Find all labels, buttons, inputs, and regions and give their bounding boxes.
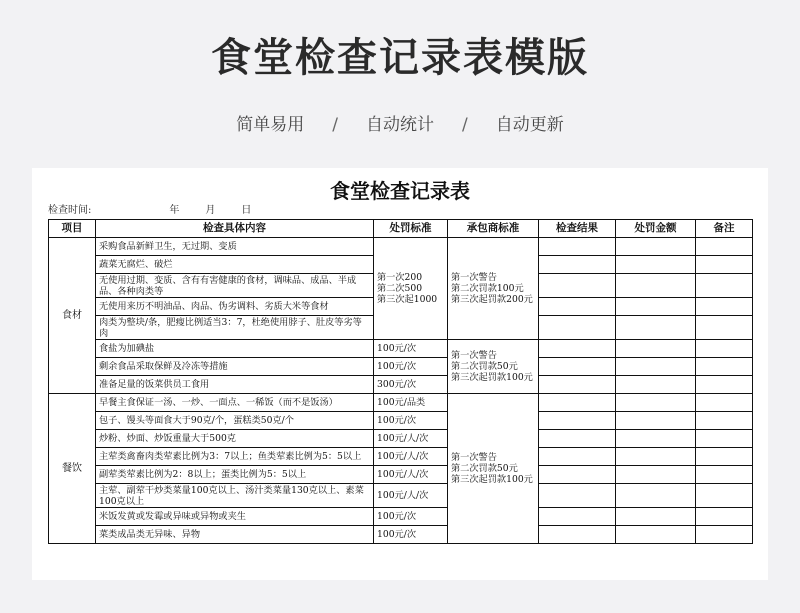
- date-year: 年: [169, 205, 180, 216]
- table-row: [49, 508, 753, 526]
- result-cell[interactable]: [539, 358, 616, 376]
- amount-cell[interactable]: [616, 448, 696, 466]
- tag-auto-stat: 自动统计: [366, 115, 434, 135]
- table-row: [49, 430, 753, 448]
- date-day: 日: [241, 205, 252, 216]
- remarks-cell[interactable]: [696, 316, 753, 340]
- result-cell[interactable]: [539, 340, 616, 358]
- amount-cell[interactable]: [616, 526, 696, 544]
- table-row: [49, 340, 753, 358]
- result-cell[interactable]: [539, 448, 616, 466]
- table-row: [49, 238, 753, 256]
- amount-cell[interactable]: [616, 238, 696, 256]
- remarks-cell[interactable]: [696, 274, 753, 298]
- page-title: 食堂检查记录表模版: [211, 35, 589, 81]
- tag-easy: 简单易用: [236, 115, 305, 135]
- remarks-cell[interactable]: [696, 466, 753, 484]
- remarks-cell[interactable]: [696, 238, 753, 256]
- result-cell[interactable]: [539, 412, 616, 430]
- result-cell[interactable]: [539, 256, 616, 274]
- remarks-cell[interactable]: [696, 340, 753, 358]
- penalty-cell: 100元/次: [374, 340, 448, 358]
- penalty-cell: 100元/人/次: [374, 484, 448, 508]
- amount-cell[interactable]: [616, 298, 696, 316]
- penalty-cell: 100元/次: [374, 412, 448, 430]
- header-item: 项目: [49, 220, 96, 238]
- tag-auto-update: 自动更新: [495, 115, 564, 135]
- tag-separator: /: [462, 115, 468, 135]
- result-cell[interactable]: [539, 484, 616, 508]
- result-cell[interactable]: [539, 508, 616, 526]
- content-cell: 副荤类荤素比例为2：8以上；蛋类比例为5：5以上: [96, 466, 374, 484]
- table-row: [49, 376, 753, 394]
- penalty-cell: 100元/人/次: [374, 430, 448, 448]
- amount-cell[interactable]: [616, 412, 696, 430]
- penalty-cell: 100元/次: [374, 526, 448, 544]
- penalty-cell: 100元/人/次: [374, 466, 448, 484]
- remarks-cell[interactable]: [696, 376, 753, 394]
- header-content: 检查具体内容: [96, 220, 374, 238]
- content-cell: 菜类成品类无异味、异物: [96, 526, 374, 544]
- amount-cell[interactable]: [616, 484, 696, 508]
- content-cell: 包子、馒头等面食大于90克/个，蛋糕类50克/个: [96, 412, 374, 430]
- content-cell: 剩余食品采取保鲜及冷冻等措施: [96, 358, 374, 376]
- table-row: [49, 394, 753, 412]
- contractor-cell: 第一次警告 第二次罚款50元 第三次起罚款100元: [448, 340, 539, 394]
- content-cell: 准备足量的饭菜供员工食用: [96, 376, 374, 394]
- penalty-cell: 100元/人/次: [374, 448, 448, 466]
- penalty-cell: 100元/次: [374, 358, 448, 376]
- remarks-cell[interactable]: [696, 358, 753, 376]
- content-cell: 米饭发黄或发霉或异味或异物或夹生: [96, 508, 374, 526]
- amount-cell[interactable]: [616, 508, 696, 526]
- remarks-cell[interactable]: [696, 508, 753, 526]
- content-cell: 蔬菜无腐烂、破烂: [96, 256, 374, 274]
- amount-cell[interactable]: [616, 466, 696, 484]
- content-cell: 早餐主食保证一汤、一炒、一面点、一稀饭（而不是饭汤）: [96, 394, 374, 412]
- header-remarks: 备注: [696, 220, 753, 238]
- contractor-cell: 第一次警告 第二次罚款100元 第三次起罚款200元: [448, 238, 539, 340]
- result-cell[interactable]: [539, 394, 616, 412]
- table-row: [49, 412, 753, 430]
- content-cell: 主荤、副荤干炒类菜量100克以上、汤汁类菜量130克以上、素菜100克以上: [96, 484, 374, 508]
- table-row: [49, 526, 753, 544]
- result-cell[interactable]: [539, 430, 616, 448]
- table-row: [49, 448, 753, 466]
- table-header-row: [49, 220, 753, 238]
- date-label: 检查时间:: [48, 205, 92, 216]
- penalty-cell: 300元/次: [374, 376, 448, 394]
- penalty-cell: 100元/品类: [374, 394, 448, 412]
- table-row: [49, 484, 753, 508]
- category-cell: 食材: [49, 238, 96, 394]
- content-cell: 无使用过期、变质、含有有害健康的食材，调味品、成品、半成品、各种肉类等: [96, 274, 374, 298]
- header-contractor-standard: 承包商标准: [448, 220, 539, 238]
- amount-cell[interactable]: [616, 376, 696, 394]
- sheet-title: 食堂检查记录表: [330, 179, 470, 203]
- amount-cell[interactable]: [616, 256, 696, 274]
- remarks-cell[interactable]: [696, 484, 753, 508]
- amount-cell[interactable]: [616, 340, 696, 358]
- content-cell: 肉类为整块/条，肥瘦比例适当3：7，杜绝使用脖子、肚皮等劣等肉: [96, 316, 374, 340]
- amount-cell[interactable]: [616, 358, 696, 376]
- spreadsheet-preview: [32, 168, 768, 580]
- penalty-cell: 第一次200 第二次500 第三次起1000: [374, 238, 448, 340]
- result-cell[interactable]: [539, 316, 616, 340]
- table-row: [49, 466, 753, 484]
- date-month: 月: [205, 205, 216, 216]
- table-row: [49, 358, 753, 376]
- content-cell: 炒粉、炒面、炒饭重量大于500克: [96, 430, 374, 448]
- content-cell: 主荤类禽畜肉类荤素比例为3：7以上；鱼类荤素比例为5：5以上: [96, 448, 374, 466]
- feature-tags: [0, 113, 800, 137]
- result-cell[interactable]: [539, 376, 616, 394]
- result-cell[interactable]: [539, 466, 616, 484]
- remarks-cell[interactable]: [696, 526, 753, 544]
- content-cell: 采购食品新鲜卫生，无过期、变质: [96, 238, 374, 256]
- penalty-cell: 100元/次: [374, 508, 448, 526]
- header-penalty-standard: 处罚标准: [374, 220, 448, 238]
- content-cell: 食盐为加碘盐: [96, 340, 374, 358]
- amount-cell[interactable]: [616, 274, 696, 298]
- amount-cell[interactable]: [616, 394, 696, 412]
- inspection-date: [48, 205, 251, 217]
- header-result: 检查结果: [539, 220, 616, 238]
- inspection-table: [48, 219, 753, 544]
- content-cell: 无使用来历不明油品、肉品、伪劣调料、劣质大米等食材: [96, 298, 374, 316]
- remarks-cell[interactable]: [696, 430, 753, 448]
- category-cell: 餐饮: [49, 394, 96, 544]
- result-cell[interactable]: [539, 526, 616, 544]
- remarks-cell[interactable]: [696, 394, 753, 412]
- result-cell[interactable]: [539, 274, 616, 298]
- header-penalty-amount: 处罚金额: [616, 220, 696, 238]
- result-cell[interactable]: [539, 298, 616, 316]
- tag-separator: /: [332, 115, 338, 135]
- remarks-cell[interactable]: [696, 298, 753, 316]
- contractor-cell: 第一次警告 第二次罚款50元 第三次起罚款100元: [448, 394, 539, 544]
- amount-cell[interactable]: [616, 316, 696, 340]
- amount-cell[interactable]: [616, 430, 696, 448]
- remarks-cell[interactable]: [696, 412, 753, 430]
- result-cell[interactable]: [539, 238, 616, 256]
- remarks-cell[interactable]: [696, 448, 753, 466]
- remarks-cell[interactable]: [696, 256, 753, 274]
